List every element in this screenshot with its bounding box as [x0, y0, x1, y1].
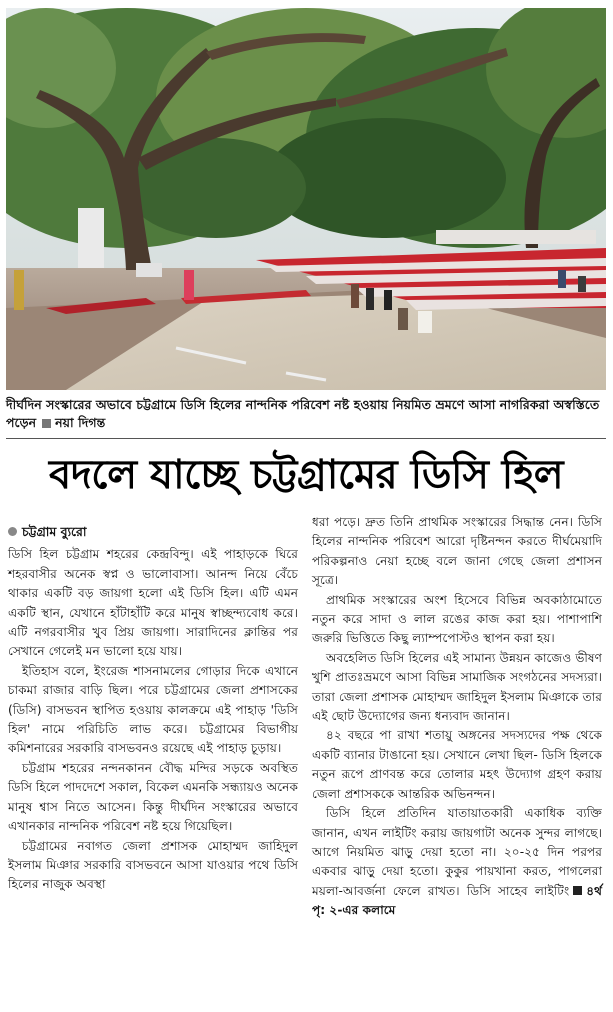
article-photo	[6, 8, 606, 390]
bullet-icon	[8, 527, 17, 536]
paragraph: ডিসি হিল চট্টগ্রাম শহরের কেন্দ্রবিন্দু। এই পাহাড়কে ঘিরে শহরবাসীর অনেক স্বপ্ন ও ভালোবাসা। আনন্দ নিয়ে বেঁচে থাকার একটি বড় জায়গা হলো এই ডিসি হিল। এটি এমন একটি স্থান, যেখানে হাঁটাহাঁটি করে মানুষ স্বাচ্ছন্দ্যবোধ করে। এটি নগরবাসীর খুব প্রিয় জায়গা। সারাদিনের ক্লান্তির পর সেখানে গেলেই মন ভালো হয়ে যায়।	[8, 547, 298, 659]
photo-caption	[6, 396, 606, 432]
paragraph: অবহেলিত ডিসি হিলের এই সামান্য উন্নয়ন কাজেও ভীষণ খুশি প্রাতঃভ্রমণে আসা বিভিন্ন সামাজিক সংগঠনের সদস্যরা। তারা জেলা প্রশাসক মোহাম্মদ জাহিদুল ইসলাম মিঞাকে তার এই ছোট উদ্যোগের জন্য ধন্যবাদ জানান।	[312, 650, 602, 724]
continuation-square-icon	[573, 886, 582, 895]
paragraph: ইতিহাস বলে, ইংরেজ শাসনামলের গোড়ার দিকে এখানে চাকমা রাজার বাড়ি ছিল। পরে চট্টগ্রামের জেলা প্রশাসকের (ডিসি) বাসভবন স্থাপিত হওয়ায় কালক্রমে এই পাহাড় 'ডিসি হিল' নামে পরিচিতি লাভ করে। চট্টগ্রামের বিভাগীয় কমিশনারের সরকারি বাসভবনও রয়েছে এই পাহাড় চূড়ায়।	[8, 663, 298, 756]
paragraph-last	[312, 804, 602, 920]
byline	[8, 522, 298, 541]
paragraph: চট্টগ্রামের নবাগত জেলা প্রশাসক মোহাম্মদ জাহিদুল ইসলাম মিঞার সরকারি বাসভবনে আসা যাওয়ার পথে ডিসি হিলের নাজুক অবস্থা	[8, 838, 298, 892]
paragraph: ৪২ বছরে পা রাখা শতায়ু অঙ্গনের সদস্যদের পক্ষ থেকে একটি ব্যানার টাঙানো হয়। সেখানে লেখা ছিল- ডিসি হিলকে নতুন রূপে প্রাণবন্ত করে তোলার মহৎ উদ্যোগ গ্রহণ করায় জেলা প্রশাসককে আন্তরিক অভিনন্দন।	[312, 728, 602, 801]
continuation-text: ৪র্থ পৃ: ২-এর কলামে	[312, 883, 602, 918]
park-photo-icon	[6, 8, 606, 390]
paragraph: চট্টগ্রাম শহরের নন্দনকানন বৌদ্ধ মন্দির সড়কে অবস্থিত ডিসি হিলে পাদদেশে সকাল, বিকেল এমনকি সন্ধ্যায়ও অনেক মানুষ শ্বাস নিতে আসেন। কিন্তু দীর্ঘদিন সংস্কারের অভাবে এখানকার নান্দনিক পরিবেশ নষ্ট হয়ে গিয়েছিল।	[8, 760, 298, 834]
paragraph-text: ডিসি হিলে প্রতিদিন যাতায়াতকারী একাধিক ব্যক্তি জানান, এখন লাইটিং করায় জায়গাটা অনেক সুন্দর লাগছে। আগে নিয়মিত ঝাড়ু দেয়া হতো না। ২০-২৫ দিন পরপর একবার ঝাড়ু দেয়া হতো। কুকুর পায়খানা করত, পাগলেরা ময়লা-আবর্জনা ফেলে রাখত। ডিসি সাহেব লাইটিং	[312, 806, 602, 898]
caption-text: দীর্ঘদিন সংস্কারের অভাবে চট্টগ্রামে ডিসি হিলের নান্দনিক পরিবেশ নষ্ট হওয়ায় নিয়মিত ভ্রমণে আসা নাগরিকরা অস্বস্তিতে পড়েন	[6, 397, 600, 430]
byline-text: চট্টগ্রাম ব্যুরো	[22, 524, 87, 539]
article-column-right	[312, 513, 602, 921]
caption-credit: নয়া দিগন্ত	[55, 415, 106, 430]
headline: বদলে যাচ্ছে চট্টগ্রামের ডিসি হিল	[48, 451, 564, 498]
paragraph: প্রাথমিক সংস্কারের অংশ হিসেবে বিভিন্ন অবকাঠামোতে নতুন করে সাদা ও লাল রঙের কাজ করা হয়। পাশাপাশি জরুরি ভিত্তিতে কিছু ল্যাম্পপোস্টও স্থাপন করা হয়।	[312, 592, 602, 646]
paragraph: ধরা পড়ে। দ্রুত তিনি প্রাথমিক সংস্কারের সিদ্ধান্ত নেন। ডিসি হিলের নান্দনিক পরিবেশ আরো দৃষ্টিনন্দন করতে দীর্ঘমেয়াদি পরিকল্পনাও নেয়া হচ্ছে বলে জানা গেছে জেলা প্রশাসন সূত্রে।	[312, 515, 602, 588]
caption-divider	[6, 438, 606, 439]
article-column-left	[8, 522, 298, 895]
credit-square-icon	[42, 419, 51, 428]
